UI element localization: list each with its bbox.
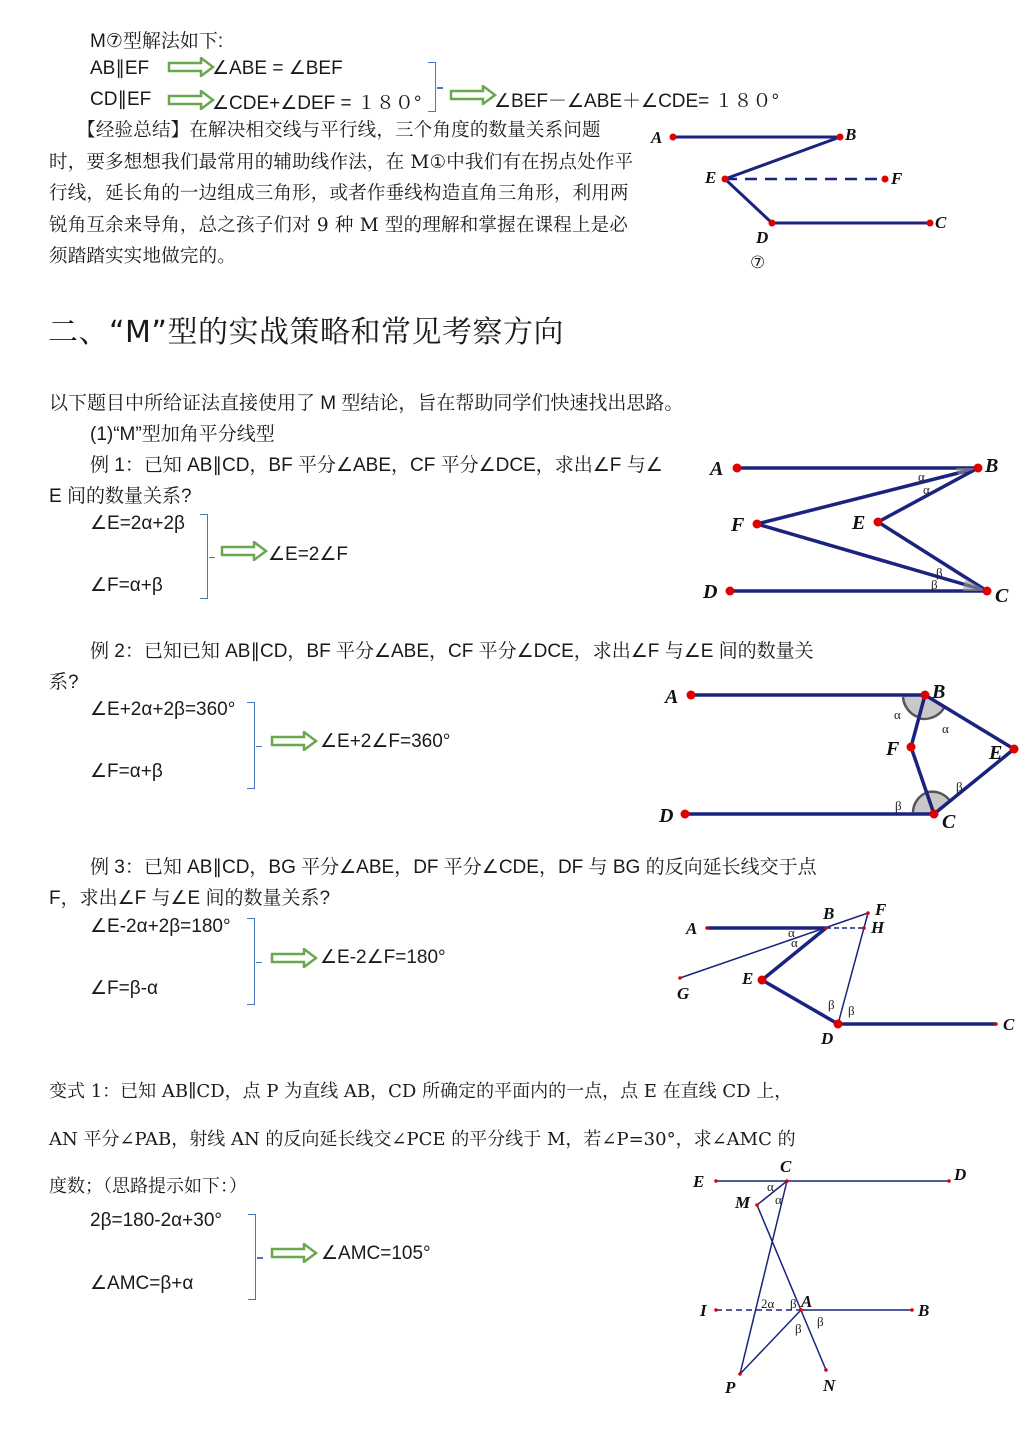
angle-alpha-label: α [767, 1179, 774, 1194]
point-f [753, 520, 762, 529]
label-b: B [932, 681, 946, 703]
angle-alpha-label: α [775, 1192, 782, 1207]
angle-beta-label: β [936, 565, 943, 580]
angle-beta-label: β [956, 779, 963, 794]
point-c [930, 810, 939, 819]
label-f: F [891, 169, 903, 188]
figure-variant1 [680, 1150, 980, 1410]
m7-line2-right: ∠CDE+∠DEF = １８０° [212, 93, 422, 114]
point-e [758, 976, 767, 985]
label-c: C [1003, 1015, 1015, 1034]
label-f: F [886, 738, 900, 760]
point-a [733, 464, 742, 473]
brace [428, 62, 436, 112]
angle-alpha-label: α [918, 469, 925, 484]
angle-alpha-label: α [788, 925, 795, 940]
brace [200, 514, 208, 599]
label-b: B [985, 455, 999, 477]
point-c [983, 587, 992, 596]
point-g [678, 976, 682, 980]
implies-arrow-icon [270, 948, 318, 968]
example2-question-line2: 系? [49, 672, 79, 693]
label-a: A [801, 1292, 813, 1311]
label-f: F [875, 900, 887, 919]
label-i: I [700, 1301, 707, 1320]
point-f [907, 743, 916, 752]
label-f: F [731, 514, 745, 536]
point-d [947, 1179, 951, 1183]
segment-ed [725, 179, 772, 223]
segment-be [725, 137, 840, 179]
angle-alpha-label: α [894, 707, 901, 722]
angle-alpha-label: α [923, 482, 930, 497]
implies-arrow-icon [270, 731, 318, 751]
point-f [882, 176, 889, 183]
variant1-line3: 度数；（思路提示如下：） [49, 1176, 247, 1197]
m7-line1-left: AB∥EF [90, 58, 150, 79]
figure-example2 [650, 675, 1027, 835]
point-e [722, 176, 729, 183]
point-m [755, 1203, 759, 1207]
label-d: D [659, 805, 674, 827]
example3-question-line1: 例 3：已知 AB∥CD，BG 平分∠ABE，DF 平分∠CDE，DF 与 BG 的反向延长线交于点 [90, 857, 817, 878]
m7-line1-right: ∠ABE = ∠BEF [212, 58, 343, 79]
label-d: D [954, 1165, 967, 1184]
label-p: P [725, 1378, 736, 1397]
implies-arrow-icon [167, 57, 215, 77]
point-d [769, 220, 776, 227]
angle-beta-label: β [828, 997, 835, 1012]
implies-arrow-icon [167, 90, 215, 110]
label-b: B [823, 904, 835, 923]
brace [247, 702, 255, 789]
angle-beta-label: β [790, 1296, 797, 1311]
label-g: G [677, 984, 690, 1003]
label-d: D [756, 228, 769, 247]
point-c [785, 1179, 789, 1183]
label-a: A [651, 128, 663, 147]
example3-eq1: ∠E-2α+2β=180° [90, 916, 231, 937]
subheading: (1)“M”型加角平分线型 [90, 424, 275, 445]
variant1-result: ∠AMC=105° [321, 1243, 431, 1264]
point-p [738, 1372, 742, 1376]
label-c: C [780, 1157, 792, 1176]
point-a [687, 691, 696, 700]
example2-question-line1: 例 2：已知已知 AB∥CD，BF 平分∠ABE，CF 平分∠DCE，求出∠F 与∠E 间的数量关 [90, 641, 814, 662]
label-e: E [742, 969, 754, 988]
m7-conclusion: ∠BEF－∠ABE＋∠CDE= １８０° [494, 91, 780, 112]
label-h: H [871, 918, 885, 937]
angle-beta-label: β [848, 1003, 855, 1018]
variant1-line1: 变式 1：已知 AB∥CD，点 P 为直线 AB，CD 所确定的平面内的一点，点 E 在直线 CD 上， [49, 1081, 793, 1102]
angle-beta-label: β [895, 798, 902, 813]
point-e [1010, 745, 1019, 754]
example2-result: ∠E+2∠F=360° [320, 731, 451, 752]
experience-summary: 【经验总结】在解决相交线与平行线，三个角度的数量关系问题时，要多想想我们最常用的辅助线作法，在 M①中我们有在拐点处作平行线，延长角的一边组成三角形，或者作垂线构造直角三角形，利用两锐角互余来导角，总之孩子们对 9 种 M 型的理解和掌握在课程上是必须踏踏实实地做完的。 [49, 120, 634, 267]
m7-title: M⑦型解法如下: [90, 31, 224, 52]
point-c [994, 1022, 998, 1026]
example1-result: ∠E=2∠F [268, 544, 349, 565]
point-f [866, 911, 870, 915]
section-heading: 二、“M”型的实战策略和常见考察方向 [48, 315, 564, 350]
point-a [705, 926, 709, 930]
angle-2alpha-label: 2α [761, 1296, 775, 1311]
example1-question-line1: 例 1：已知 AB∥CD，BF 平分∠ABE，CF 平分∠DCE，求出∠F 与∠ [90, 455, 663, 476]
angle-alpha-label: α [942, 721, 949, 736]
example3-question-line2: F，求出∠F 与∠E 间的数量关系? [49, 888, 331, 909]
variant1-line2: AN 平分∠PAB，射线 AN 的反向延长线交∠PCE 的平分线于 M，若∠P=30°，求∠AMC 的 [49, 1129, 796, 1150]
variant1-eq2: ∠AMC=β+α [90, 1273, 194, 1294]
point-h [862, 926, 866, 930]
label-b: B [845, 125, 857, 144]
example1-eq1: ∠E=2α+2β [90, 513, 185, 534]
angle-beta-label: β [795, 1321, 802, 1336]
example2-eq2: ∠F=α+β [90, 761, 163, 782]
point-b [974, 464, 983, 473]
label-c: C [935, 213, 947, 232]
point-d [834, 1020, 843, 1029]
point-e [714, 1179, 718, 1183]
point-n [824, 1368, 828, 1372]
label-c: C [995, 585, 1009, 607]
figure-example1 [700, 445, 1020, 610]
label-e: E [693, 1172, 705, 1191]
intro-text: 以下题目中所给证法直接使用了 M 型结论，旨在帮助同学们快速找出思路。 [49, 393, 684, 414]
label-a: A [686, 919, 698, 938]
example1-question-line2: E 间的数量关系? [49, 486, 192, 507]
angle-alpha-label: α [791, 935, 798, 950]
brace [247, 918, 255, 1005]
label-e: E [989, 742, 1003, 764]
label-a: A [710, 458, 724, 480]
point-e [874, 518, 883, 527]
label-e: E [852, 512, 866, 534]
variant1-eq1: 2β=180-2α+30° [90, 1210, 222, 1231]
label-d: D [821, 1029, 834, 1048]
implies-arrow-icon [270, 1243, 318, 1263]
figure-caption: ⑦ [750, 253, 766, 273]
figure-example3 [660, 895, 1027, 1055]
label-e: E [705, 168, 717, 187]
label-b: B [918, 1301, 930, 1320]
implies-arrow-icon [220, 541, 268, 561]
m7-line2-left: CD∥EF [90, 89, 152, 110]
figure-m7 [640, 115, 960, 275]
brace [248, 1214, 256, 1300]
example3-eq2: ∠F=β-α [90, 978, 158, 999]
point-b [910, 1308, 914, 1312]
label-a: A [665, 686, 679, 708]
point-a [670, 134, 677, 141]
example1-eq2: ∠F=α+β [90, 575, 163, 596]
angle-beta-label: β [817, 1314, 824, 1329]
label-c: C [942, 811, 956, 833]
implies-arrow-icon [449, 85, 497, 105]
point-i [714, 1308, 718, 1312]
example2-eq1: ∠E+2α+2β=360° [90, 699, 236, 720]
angle-beta-label: β [931, 577, 938, 592]
point-c [927, 220, 934, 227]
point-d [726, 587, 735, 596]
label-n: N [823, 1376, 836, 1395]
point-b [824, 926, 828, 930]
label-d: D [703, 581, 718, 603]
example3-result: ∠E-2∠F=180° [320, 947, 446, 968]
point-d [681, 810, 690, 819]
point-b [921, 691, 930, 700]
point-b [837, 134, 844, 141]
label-m: M [735, 1193, 751, 1212]
